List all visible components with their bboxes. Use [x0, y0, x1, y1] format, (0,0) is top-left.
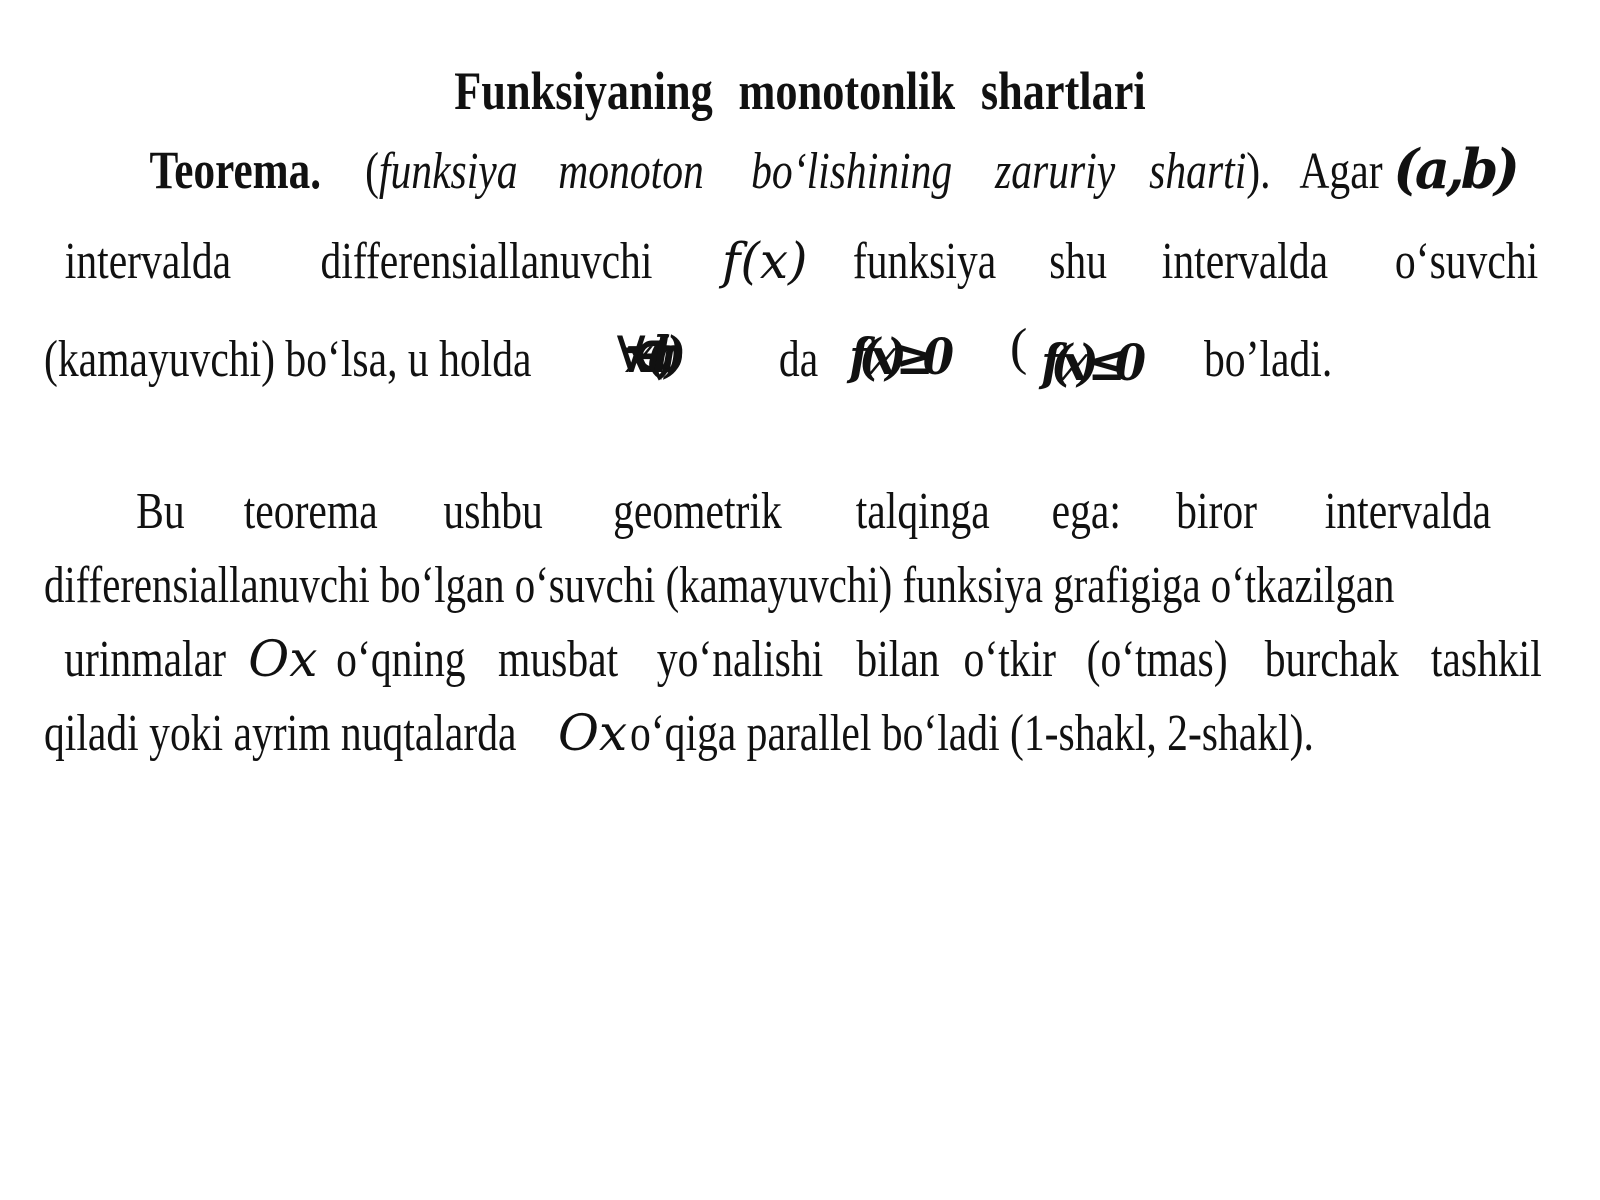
- theorem-paren-open: [365, 143, 518, 200]
- paragraph-line-3: [44, 630, 1556, 688]
- word: ega:: [1051, 483, 1122, 540]
- theorem-word: monoton: [558, 143, 704, 200]
- paren-mid: (: [1010, 319, 1028, 376]
- word: o‘tkir: [963, 631, 1056, 688]
- condition-symbol: ∀x∈(a,b): [616, 325, 667, 384]
- word: o‘qning: [335, 631, 466, 688]
- line3-text: (kamayuvchi) bo‘lsa, u holda: [44, 331, 532, 388]
- word: (o‘tmas): [1087, 631, 1229, 688]
- line4-text-b: o‘qiga parallel bo‘ladi (1-shakl, 2-shakl).: [630, 705, 1314, 762]
- word: intervalda: [1324, 483, 1492, 540]
- word: yo‘nalishi: [656, 631, 823, 688]
- theorem-label: Teorema.: [149, 140, 322, 200]
- word: geometrik: [613, 483, 782, 540]
- theorem-line-1: [128, 137, 1516, 201]
- word: musbat: [498, 631, 619, 688]
- word: intervalda: [1162, 233, 1329, 290]
- word: Bu: [136, 483, 185, 540]
- theorem-sharti: [1149, 143, 1271, 200]
- word: shu: [1048, 233, 1107, 290]
- function-symbol: f(x): [721, 232, 808, 290]
- paragraph-line-4: [44, 704, 1556, 762]
- inequality-decreasing: f′(x)≤0: [1041, 333, 1136, 392]
- inequality-increasing: f′(x)≥0: [849, 327, 944, 386]
- line4-text-a: qiladi yoki ayrim nuqtalarda: [44, 705, 517, 762]
- theorem-line-2: [44, 232, 1556, 290]
- agar-word: Agar: [1299, 143, 1383, 200]
- word: tashkil: [1431, 631, 1543, 688]
- word: talqinga: [856, 483, 991, 540]
- word: intervalda: [64, 233, 232, 290]
- paren-open: (: [365, 143, 379, 200]
- da-word: da: [778, 331, 819, 388]
- word: biror: [1176, 483, 1258, 540]
- word: urinmalar: [64, 631, 226, 688]
- word: o‘suvchi: [1394, 233, 1539, 290]
- agar-group: [1289, 137, 1516, 201]
- theorem-word: sharti: [1149, 143, 1247, 200]
- word: funksiya: [852, 233, 997, 290]
- axis-symbol: Ox: [558, 704, 628, 762]
- axis-symbol: Ox: [248, 630, 318, 688]
- interval-symbol: (a,b): [1393, 137, 1516, 201]
- word: ushbu: [443, 483, 543, 540]
- word: bilan: [856, 631, 940, 688]
- page-title: Funksiyaning monotonlik shartlari: [454, 61, 1146, 121]
- word: burchak: [1264, 631, 1399, 688]
- paragraph-line-1: [130, 483, 1512, 540]
- boladi-word: bo’ladi.: [1204, 331, 1333, 388]
- paren-close: ).: [1246, 143, 1271, 200]
- theorem-word: funksiya: [378, 143, 518, 200]
- theorem-line-3: [44, 319, 1556, 392]
- theorem-word: bo‘lishining: [750, 143, 952, 200]
- theorem-word: zaruriy: [995, 143, 1116, 200]
- word: differensiallanuvchi: [320, 233, 653, 290]
- paragraph-line-2: [44, 557, 1556, 614]
- line2-text: differensiallanuvchi bo‘lgan o‘suvchi (kamayuvchi) funksiya grafigiga o‘tkazilgan: [44, 557, 1395, 614]
- word: teorema: [243, 483, 378, 540]
